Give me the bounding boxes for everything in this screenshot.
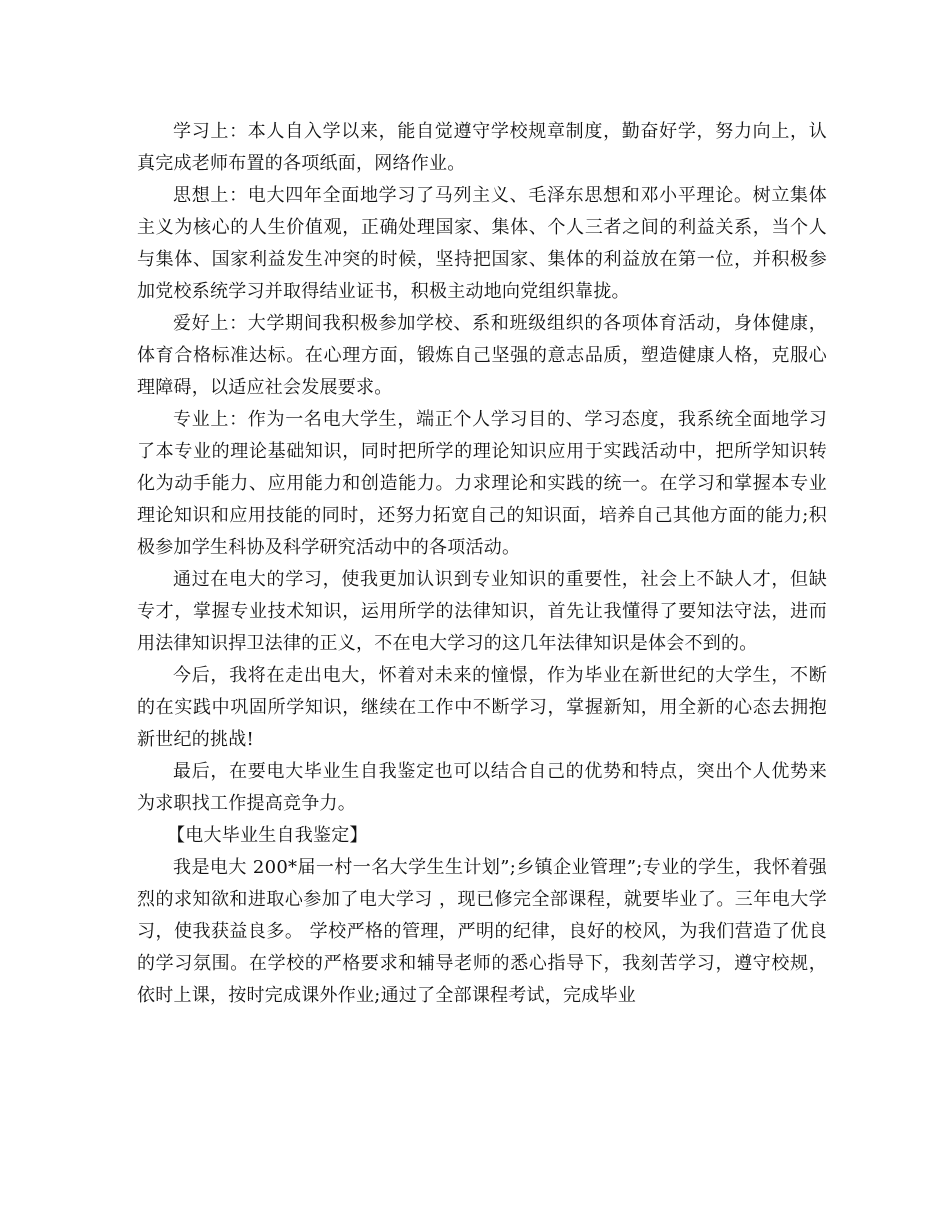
document-body <box>137 116 827 1012</box>
paragraph-reflection: 通过在电大的学习，使我更加认识到专业知识的重要性，社会上不缺人才，但缺专才，掌握专业技术知识，运用所学的法律知识，首先让我懂得了要知法守法，进而用法律知识捍卫法律的正义，不在电大学习的这几年法律知识是体会不到的。 <box>137 569 827 654</box>
paragraph-future: 今后，我将在走出电大，怀着对未来的憧憬，作为毕业在新世纪的大学生，不断的在实践中巩固所学知识，继续在工作中不断学习，掌握新知，用全新的心态去拥抱新世纪的挑战! <box>137 665 827 750</box>
paragraph-closing: 最后，在要电大毕业生自我鉴定也可以结合自己的优势和特点，突出个人优势来为求职找工作提高竞争力。 <box>137 761 827 814</box>
paragraph-thought: 思想上：电大四年全面地学习了马列主义、毛泽东思想和邓小平理论。树立集体主义为核心的人生价值观，正确处理国家、集体、个人三者之间的利益关系，当个人与集体、国家利益发生冲突的时候，坚持把国家、集体的利益放在第一位，并积极参加党校系统学习并取得结业证书，积极主动地向党组织靠拢。 <box>137 185 827 302</box>
paragraph-major: 专业上：作为一名电大学生，端正个人学习目的、学习态度，我系统全面地学习了本专业的理论基础知识，同时把所学的理论知识应用于实践活动中，把所学知识转化为动手能力、应用能力和创造能力。力求理论和实践的统一。在学习和掌握本专业理论知识和应用技能的同时，还努力拓宽自己的知识面，培养自己其他方面的能力;积极参加学生科协及科学研究活动中的各项活动。 <box>137 409 827 558</box>
paragraph-study: 学习上：本人自入学以来，能自觉遵守学校规章制度，勤奋好学，努力向上，认真完成老师布置的各项纸面，网络作业。 <box>137 121 827 174</box>
section-heading: 【电大毕业生自我鉴定】 <box>167 825 368 846</box>
paragraph-hobby: 爱好上：大学期间我积极参加学校、系和班级组织的各项体育活动，身体健康，体育合格标准达标。在心理方面，锻炼自己坚强的意志品质，塑造健康人格，克服心理障碍，以适应社会发展要求。 <box>137 313 827 398</box>
paragraph-self-appraisal: 我是电大 200*届一村一名大学生生计划”;乡镇企业管理”;专业的学生，我怀着强烈的求知欲和进取心参加了电大学习 ，现已修完全部课程，就要毕业了。三年电大学习，使我获益良多。 学校严格的管理，严明的纪律，良好的校风，为我们营造了优良的学习氛围。在学校的严格要求和辅导老师的悉心指导下，我刻苦学习，遵守校规，依时上课，按时完成课外作业;通过了全部课程考试，完成毕业 <box>137 857 827 1006</box>
